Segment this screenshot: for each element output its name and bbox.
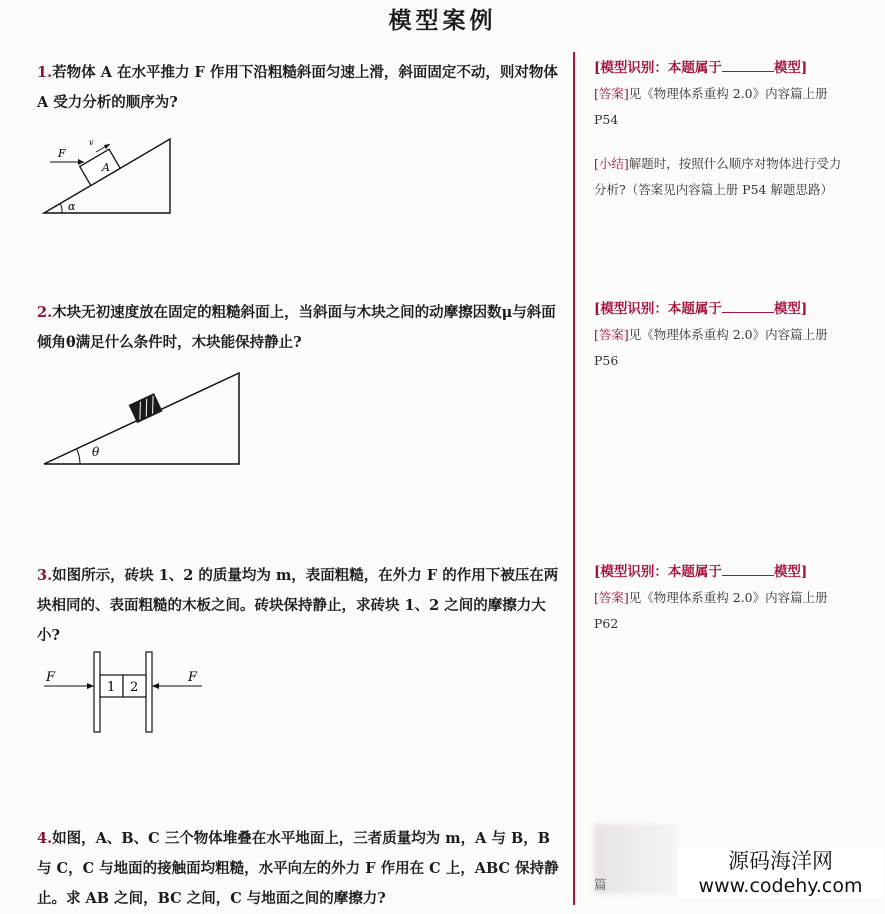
watermark-line-2: www.codehy.com	[698, 875, 863, 897]
question-number: 1.	[37, 64, 53, 81]
question-4	[37, 824, 559, 914]
question-text: 木块无初速度放在固定的粗糙斜面上，当斜面与木块之间的动摩擦因数μ与斜面倾角θ满足什么条件时，木块能保持静止?	[37, 304, 556, 351]
angle-label: θ	[92, 445, 100, 459]
block-label: A	[102, 161, 110, 174]
model-identification-heading: [模型识别：本题属于 模型]	[594, 559, 844, 585]
sidebar-block-4-partial: 篇	[594, 877, 607, 892]
summary-note: [小结]解题时，按照什么顺序对物体进行受力分析?（答案见内容篇上册 P54 解题思路）	[594, 156, 842, 197]
question-2	[37, 298, 559, 358]
figure-incline-push	[40, 135, 180, 220]
velocity-label: v	[89, 138, 94, 147]
figure-incline-block	[42, 370, 242, 468]
sidebar-block-2	[594, 296, 844, 374]
force-left-label: F	[46, 670, 56, 685]
angle-label: α	[68, 200, 76, 213]
brick-2-label: 2	[130, 680, 139, 695]
sidebar-block-3	[594, 559, 844, 637]
sidebar-block-1	[594, 55, 844, 203]
force-right-label: F	[188, 670, 198, 685]
page-title: 模型案例	[388, 7, 497, 34]
question-text: 若物体 A 在水平推力 F 作用下沿粗糙斜面匀速上滑，斜面固定不动，则对物体 A 受力分析的顺序为?	[37, 64, 558, 111]
force-label: F	[58, 147, 66, 160]
question-number: 4.	[37, 830, 53, 847]
question-3	[37, 561, 559, 651]
column-divider	[573, 52, 575, 905]
figure-bricks-between-boards	[42, 650, 212, 735]
question-1	[37, 58, 559, 118]
answer-note: [答案]见《物理体系重构 2.0》内容篇上册 P54	[594, 86, 828, 127]
answer-note: [答案]见《物理体系重构 2.0》内容篇上册 P56	[594, 327, 828, 368]
answer-note: [答案]见《物理体系重构 2.0》内容篇上册 P62	[594, 590, 828, 631]
question-number: 3.	[37, 567, 53, 584]
question-text: 如图所示，砖块 1、2 的质量均为 m，表面粗糙，在外力 F 的作用下被压在两块相同的、表面粗糙的木板之间。砖块保持静止，求砖块 1、2 之间的摩擦力大小?	[37, 567, 559, 644]
model-identification-heading: [模型识别：本题属于 模型]	[594, 296, 844, 322]
watermark-line-1: 源码海洋网	[728, 849, 833, 873]
question-text: 如图，A、B、C 三个物体堆叠在水平地面上，三者质量均为 m，A 与 B，B 与 C，C 与地面的接触面均粗糙，水平向左的外力 F 作用在 C 上，ABC 保持静止。求 AB 之间，BC 之间，C 与地面之间的摩擦力?	[37, 830, 559, 907]
watermark	[678, 848, 883, 898]
brick-1-label: 1	[107, 680, 116, 695]
question-number: 2.	[37, 304, 53, 321]
model-identification-heading: [模型识别：本题属于 模型]	[594, 55, 844, 81]
